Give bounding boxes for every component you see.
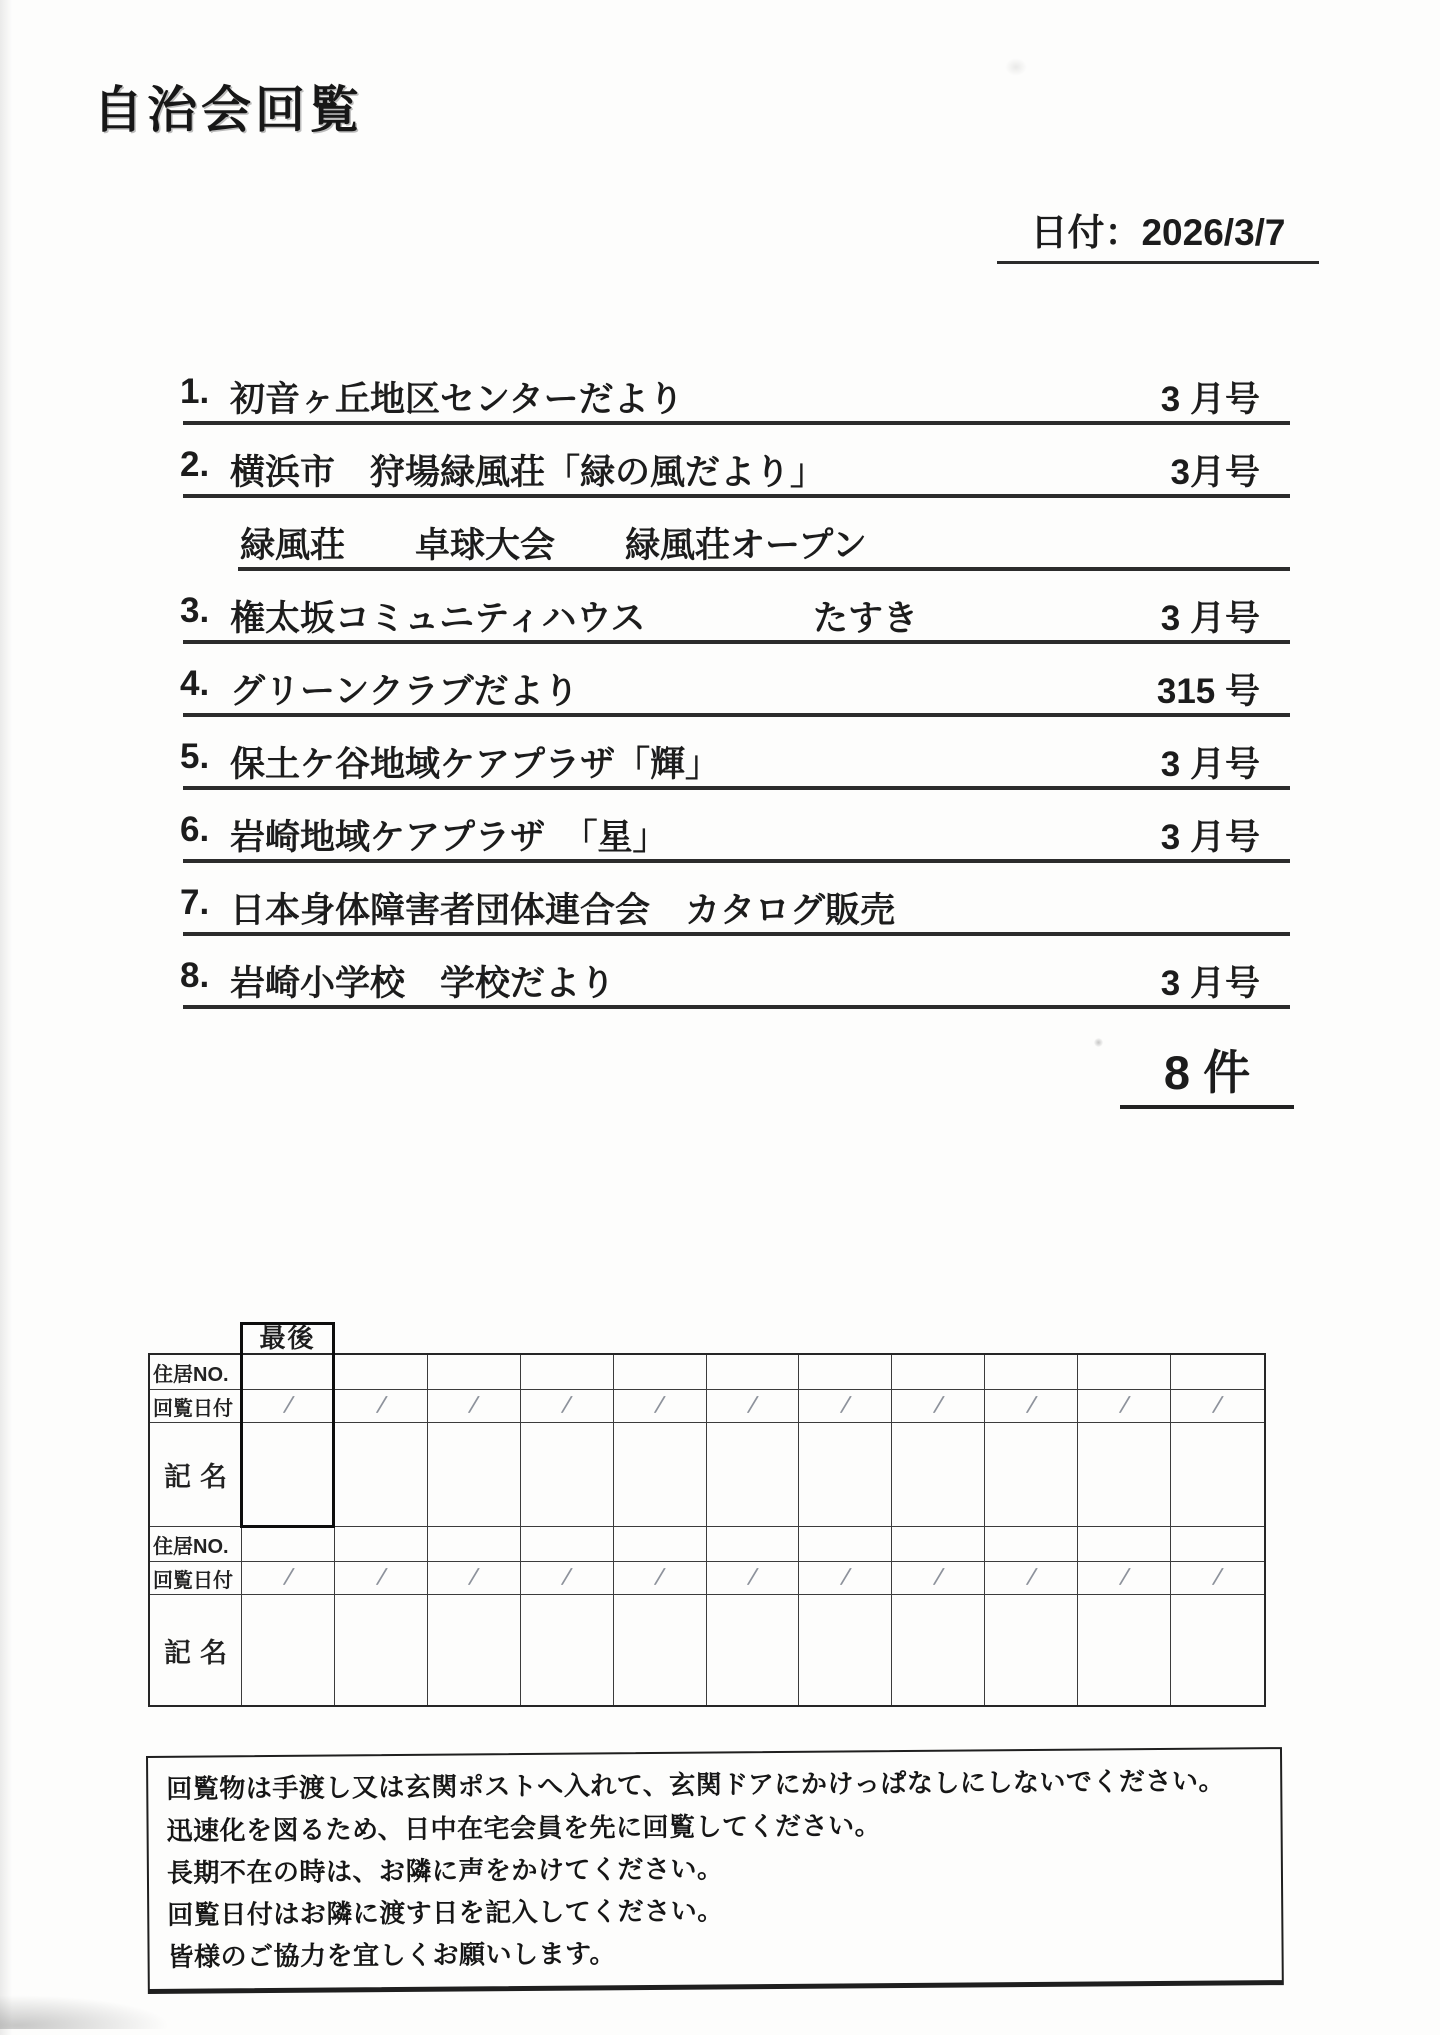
item-underline: [183, 494, 1290, 498]
circulation-date-cell: [428, 1390, 521, 1423]
table-cell: [892, 1595, 985, 1705]
date-slash-mark: /: [1212, 1563, 1223, 1592]
scan-speck: [1094, 1038, 1103, 1047]
circulation-date-cell: [799, 1390, 892, 1423]
date-slash-mark: /: [1212, 1391, 1223, 1420]
circular-items-list: [150, 372, 1290, 1034]
item-title: 初音ヶ丘地区センターだより: [230, 380, 684, 419]
item-number: 5.: [180, 737, 210, 776]
date-slash-mark: /: [654, 1563, 665, 1592]
table-cell: [707, 1355, 800, 1390]
table-cell: [428, 1423, 521, 1527]
item-number: 4.: [180, 664, 210, 703]
item-number: 2.: [180, 445, 210, 484]
table-cell: [614, 1355, 707, 1390]
date-slash-mark: /: [376, 1391, 386, 1420]
list-item: [150, 372, 1290, 445]
table-cell: [1078, 1355, 1171, 1390]
instruction-line-5: 皆様のご協力を宜しくお願いします。: [167, 1938, 617, 1972]
circulation-date-cell: [1171, 1562, 1264, 1595]
table-row-label: 記名: [150, 1595, 242, 1705]
table-cell: [799, 1355, 892, 1390]
scan-smudge: [0, 1995, 170, 2029]
date-slash-mark: /: [840, 1391, 851, 1420]
table-row-label: 回覧日付: [150, 1390, 242, 1423]
table-cell: [335, 1595, 428, 1705]
date-slash-mark: /: [1026, 1391, 1036, 1420]
table-cell: [521, 1355, 614, 1390]
table-cell: [1078, 1527, 1171, 1562]
list-item: [150, 956, 1290, 1029]
table-cell: [242, 1527, 335, 1562]
circulation-date-cell: [428, 1562, 521, 1595]
item-issue-number: 3 月号: [1160, 818, 1260, 857]
date-slash-mark: /: [283, 1391, 293, 1420]
date-slash-mark: /: [840, 1563, 851, 1592]
circulation-date-cell: [335, 1390, 428, 1423]
circulation-date-cell: [1078, 1562, 1171, 1595]
circulation-date-cell: [799, 1562, 892, 1595]
item-underline: [183, 421, 1290, 425]
item-issue-number: 3 月号: [1160, 964, 1260, 1003]
item-underline: [183, 713, 1290, 717]
circulation-date-cell: [892, 1390, 985, 1423]
scan-speck: [1005, 58, 1027, 76]
table-cell: [799, 1527, 892, 1562]
table-cell: [1171, 1595, 1264, 1705]
item-number: 1.: [180, 372, 210, 411]
table-cell: [892, 1355, 985, 1390]
scan-edge-shadow: [0, 0, 12, 2035]
table-cell: [521, 1423, 614, 1527]
list-item: [150, 737, 1290, 810]
list-item: [150, 664, 1290, 737]
table-cell: [521, 1595, 614, 1705]
date-slash-mark: /: [469, 1391, 479, 1420]
table-cell: [335, 1527, 428, 1562]
item-number: 7.: [180, 883, 210, 922]
item-title: 保土ケ谷地域ケアプラザ「輝」: [230, 745, 721, 784]
table-cell: [707, 1595, 800, 1705]
circulation-date-cell: [242, 1562, 335, 1595]
item-underline: [183, 1005, 1290, 1009]
item-issue-number: 315 号: [1156, 672, 1260, 711]
item-issue-number: 3 月号: [1160, 380, 1260, 419]
table-cell: [335, 1423, 428, 1527]
item-number: 3.: [180, 591, 210, 630]
page-title: 自治会回覧: [93, 82, 363, 138]
circulation-date-cell: [1171, 1390, 1264, 1423]
list-item: [150, 445, 1290, 518]
date-slash-mark: /: [561, 1563, 572, 1592]
table-row-label: 住居NO.: [150, 1527, 242, 1562]
item-title: 権太坂コミュニティハウス: [230, 599, 646, 638]
date-slash-mark: /: [1119, 1391, 1129, 1420]
date-slash-mark: /: [747, 1391, 758, 1420]
table-cell: [1171, 1527, 1264, 1562]
date-slash-mark: /: [933, 1563, 944, 1592]
item-underline: [183, 932, 1290, 936]
circulation-date-cell: [985, 1562, 1078, 1595]
date-slash-mark: /: [283, 1563, 293, 1592]
date-slash-mark: /: [1026, 1563, 1036, 1592]
item-title: 岩崎小学校 学校だより: [230, 964, 616, 1003]
table-cell: [614, 1595, 707, 1705]
item-title: 緑風荘 卓球大会 緑風荘オープン: [240, 526, 867, 565]
item-title: 岩崎地域ケアプラザ 「星」: [230, 818, 668, 857]
circulation-date-cell: [521, 1390, 614, 1423]
table-cell: [892, 1423, 985, 1527]
table-cell: [1078, 1423, 1171, 1527]
list-item: [150, 883, 1290, 956]
table-cell: [985, 1595, 1078, 1705]
item-underline: [183, 640, 1290, 644]
instruction-line-2: 迅速化を図るため、日中在宅会員を先に回覧してください。: [166, 1810, 882, 1846]
circulation-date-cell: [614, 1390, 707, 1423]
table-row-label: 住居NO.: [150, 1355, 242, 1390]
date-slash-mark: /: [933, 1391, 944, 1420]
circulation-record-table: [148, 1322, 1266, 1710]
table-cell: [1171, 1355, 1264, 1390]
table-row-label: 回覧日付: [150, 1562, 242, 1595]
circulation-date-cell: [892, 1562, 985, 1595]
item-subtitle: たすき: [813, 599, 919, 638]
item-issue-number: 3 月号: [1160, 599, 1260, 638]
table-cell: [242, 1595, 335, 1705]
table-cell: [242, 1423, 335, 1527]
table-cell: [1171, 1423, 1264, 1527]
instruction-line-4: 回覧日付はお隣に渡す日を記入してください。: [167, 1895, 724, 1930]
item-number: 6.: [180, 810, 210, 849]
item-title: 日本身体障害者団体連合会 カタログ販売: [230, 891, 896, 930]
date-slash-mark: /: [1119, 1563, 1129, 1592]
table-cell: [985, 1423, 1078, 1527]
table-cell: [428, 1355, 521, 1390]
item-underline: [238, 567, 1290, 571]
last-column-header: 最後: [259, 1323, 316, 1353]
circulation-date-cell: [521, 1562, 614, 1595]
list-subitem: [150, 518, 1290, 591]
table-cell: [1078, 1595, 1171, 1705]
list-item: [150, 591, 1290, 664]
date-slash-mark: /: [561, 1391, 572, 1420]
item-issue-number: 3 月号: [1160, 745, 1260, 784]
instructions-box: [146, 1747, 1284, 1994]
table-cell: [985, 1527, 1078, 1562]
date-slash-mark: /: [747, 1563, 758, 1592]
list-item: [150, 810, 1290, 883]
table-cell: [335, 1355, 428, 1390]
table-row-label: 記名: [150, 1423, 242, 1527]
item-underline: [183, 859, 1290, 863]
table-cell: [428, 1595, 521, 1705]
instruction-line-3: 長期不在の時は、お隣に声をかけてください。: [166, 1853, 724, 1888]
circulation-date-cell: [614, 1562, 707, 1595]
circulation-date-cell: [985, 1390, 1078, 1423]
item-underline: [183, 786, 1290, 790]
table-cell: [614, 1423, 707, 1527]
table-cell: [985, 1355, 1078, 1390]
item-title: 横浜市 狩場緑風荘「緑の風だより」: [230, 453, 826, 492]
date-slash-mark: /: [469, 1563, 479, 1592]
table-cell: [799, 1423, 892, 1527]
item-title: グリーンクラブだより: [230, 672, 579, 711]
table-cell: [892, 1527, 985, 1562]
table-cell: [614, 1527, 707, 1562]
table-cell: [521, 1527, 614, 1562]
table-cell: [707, 1423, 800, 1527]
circulation-date-cell: [707, 1562, 800, 1595]
circulation-date-cell: [1078, 1390, 1171, 1423]
item-number: 8.: [180, 956, 210, 995]
table-cell: [242, 1355, 335, 1390]
circulation-date-cell: [335, 1562, 428, 1595]
total-count: 8 件: [1120, 1036, 1294, 1109]
date-line: 日付：2026/3/7: [997, 202, 1319, 264]
date-slash-mark: /: [376, 1563, 386, 1592]
instruction-line-1: 回覧物は手渡し又は玄関ポストへ入れて、玄関ドアにかけっぱなしにしないでください。: [166, 1765, 1226, 1804]
circulation-date-cell: [707, 1390, 800, 1423]
date-slash-mark: /: [654, 1391, 665, 1420]
table-cell: [428, 1527, 521, 1562]
table-cell: [799, 1595, 892, 1705]
record-grid: [148, 1353, 1266, 1707]
circulation-date-cell: [242, 1390, 335, 1423]
item-issue-number: 3月号: [1170, 453, 1260, 492]
table-cell: [707, 1527, 800, 1562]
